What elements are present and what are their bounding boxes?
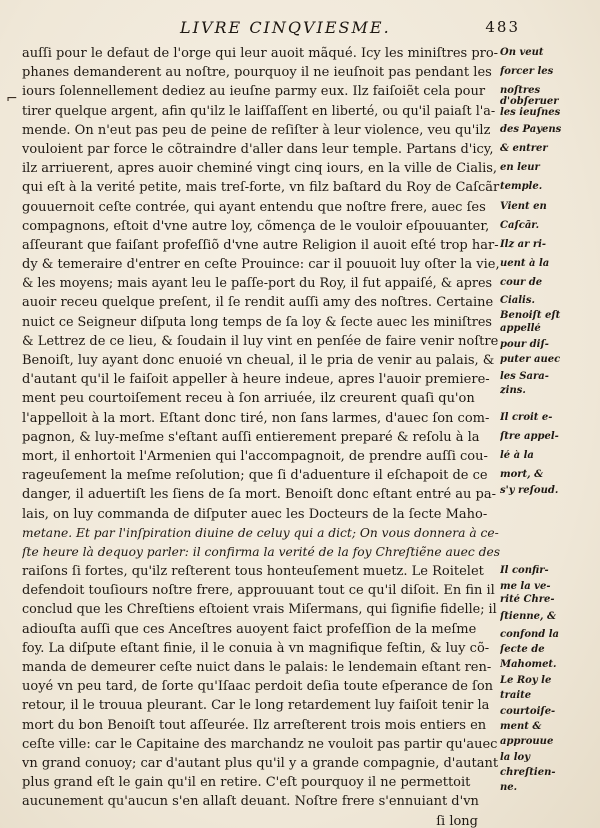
margin-mark-icon: ⌐ bbox=[6, 91, 18, 107]
text-line: ſte heure là dequoy parler: il confirma la verité de la foy Chreſtiẽne auec des bbox=[22, 544, 500, 559]
text-line: phanes demanderent au noſtre, pourquoy il ne ieuſnoit pas pendant les bbox=[22, 65, 492, 81]
text-line: plus grand eſt le gain qu'il en retire. C'eſt pourquoy il ne permettoit bbox=[22, 775, 471, 791]
text-line: pagnon, & luy-meſme s'eſtant auſſi entierement preparé & reſolu à la bbox=[22, 429, 480, 445]
text-line: dy & temeraire d'entrer en ceſte Prouince: car il pouuoit luy oſter la vie, bbox=[22, 257, 500, 273]
margin-note: On veut bbox=[500, 47, 544, 58]
margin-note: Le Roy le bbox=[500, 674, 552, 686]
margin-note: courtoiſe- bbox=[500, 705, 556, 717]
margin-notes bbox=[500, 44, 595, 794]
margin-note: pour diſ- bbox=[500, 338, 549, 350]
text-line: gouuernoit ceſte contrée, qui ayant entendu que noſtre frere, auec ſes bbox=[22, 199, 486, 215]
text-line: vouloient par force le cõtraindre d'aller dans leur temple. Partans d'icy, bbox=[22, 141, 494, 157]
text-line: l'appelloit à la mort. Eſtant donc tiré, non ſans larmes, d'auec ſon com- bbox=[22, 410, 490, 426]
margin-note: me la ve- bbox=[500, 580, 551, 592]
text-line: defendoit touſiours noſtre frere, approuuant tout ce qu'il diſoit. En fin il bbox=[22, 583, 495, 599]
text-line: ilz arriuerent, apres auoir cheminé vingt cinq iours, en la ville de Cialis, bbox=[22, 161, 498, 177]
text-line: Benoiſt, luy ayant donc enuoié vn cheual, il le pria de venir au palais, & bbox=[22, 353, 495, 368]
text-line: mort du bon Benoiſt tout aſſeurée. Ilz arreſterent trois mois entiers en bbox=[22, 717, 487, 733]
page-number: 483 bbox=[485, 18, 520, 36]
text-line: ſi long bbox=[436, 813, 478, 828]
margin-note: appellé bbox=[500, 323, 541, 335]
margin-note: Cialis. bbox=[500, 294, 535, 306]
margin-note: zins. bbox=[500, 384, 526, 396]
margin-note: & entrer bbox=[500, 143, 548, 154]
margin-note: mort, & bbox=[500, 469, 544, 481]
text-line: conclud que les Chreſtiens eſtoient vrais Miſermans, qui ſignifie fidelle; il bbox=[22, 602, 497, 618]
text-line: ceſte ville: car le Capitaine des marchandz ne vouloit pas partir qu'auec bbox=[22, 736, 498, 752]
margin-note: temple. bbox=[500, 181, 543, 193]
margin-note: traite bbox=[500, 690, 532, 702]
text-line: adiouſta auſſi que ces Anceſtres auoyent faict profeſſion de la meſme bbox=[22, 621, 477, 637]
margin-note: Ilz ar ri- bbox=[500, 239, 547, 250]
text-line: d'autant qu'il le faiſoit appeller à heure indeue, apres l'auoir premiere- bbox=[22, 372, 490, 388]
text-line: metane. Et par l'inſpiration diuine de celuy qui a dict; On vous donnera à ce- bbox=[22, 525, 499, 540]
margin-note: uent à la bbox=[500, 258, 550, 270]
text-line: lais, on luy commanda de diſputer auec les Docteurs de la ſecte Maho- bbox=[22, 506, 488, 522]
text-line: ment peu courtoiſement receu à ſon arriuée, ilz creurent quaſi qu'on bbox=[22, 391, 475, 407]
margin-note: approuue bbox=[500, 736, 554, 748]
margin-note: en leur bbox=[500, 162, 540, 174]
text-line: nuict ce Seigneur diſputa long temps de ſa loy & ſecte auec les miniſtres bbox=[22, 314, 492, 330]
margin-note: d'obſeruer bbox=[500, 95, 559, 107]
margin-note: lé à la bbox=[500, 450, 534, 462]
text-line: foy. La diſpute eſtant finie, il le conuia à vn magnifique feſtin, & luy cõ- bbox=[22, 640, 490, 656]
text-line: vn grand conuoy; car d'autant plus qu'il y a grande compagnie, d'autant bbox=[22, 755, 499, 771]
text-line: iours ſolennellement dediez au ieuſne parmy eux. Ilz faiſoiẽt cela pour bbox=[22, 84, 486, 100]
text-line: & les moyens; mais ayant leu le paſſe-port du Roy, il fut appaiſé, & apres bbox=[22, 276, 493, 292]
margin-note: Il croit e- bbox=[500, 411, 553, 423]
text-line: manda de demeurer ceſte nuict dans le palais: le lendemain eſtant ren- bbox=[22, 660, 492, 675]
text-line: tirer quelque argent, afin qu'ilz le laiſſaſſent en liberté, ou qu'il paiaſt l'a- bbox=[22, 103, 496, 119]
text-line: auſſi pour le defaut de l'orge qui leur auoit mãqué. Icy les miniſtres pro- bbox=[22, 46, 499, 61]
text-line: & Lettrez de ce lieu, & ſoudain il luy vint en penſée de faire venir noſtre bbox=[22, 333, 499, 349]
margin-note: forcer les bbox=[500, 66, 554, 78]
margin-note: Mahomet. bbox=[500, 659, 557, 671]
text-line: auoir receu quelque preſent, il ſe rendit auſſi amy des noſtres. Certaine bbox=[22, 295, 494, 311]
margin-note: des Payens bbox=[500, 123, 562, 135]
margin-note: Il confir- bbox=[500, 565, 549, 577]
margin-note: cour de bbox=[500, 277, 543, 289]
margin-note: noſtres bbox=[500, 85, 541, 97]
text-column bbox=[22, 44, 500, 828]
margin-note: confond la bbox=[500, 628, 560, 640]
margin-note: ſecte de bbox=[500, 644, 545, 656]
margin-note: rité Chre- bbox=[500, 594, 555, 606]
margin-note: la loy bbox=[500, 751, 531, 763]
text-line: aſſeurant que faiſant profeſſiõ d'vne autre Religion il auoit eſté trop har- bbox=[22, 237, 499, 253]
text-line: mort, il enhortoit l'Armenien qui l'accompagnoit, de prendre auſſi cou- bbox=[22, 448, 488, 464]
margin-note: Caſcãr. bbox=[500, 219, 540, 231]
page-header bbox=[180, 18, 520, 40]
margin-note: puter auec bbox=[500, 354, 561, 366]
margin-note: Benoiſt eſt bbox=[500, 310, 561, 322]
text-line: rageuſement la meſme reſolution; que ſi d'aduenture il eſchapoit de ce bbox=[22, 468, 488, 484]
text-line: mende. On n'eut pas peu de peine de reſiſter à leur violence, veu qu'ilz bbox=[22, 122, 491, 138]
text-line: danger, il aduertiſt les ſiens de ſa mort. Benoiſt donc eſtant entré au pa- bbox=[22, 487, 497, 503]
margin-note: ne. bbox=[500, 782, 518, 794]
margin-note: les Sara- bbox=[500, 371, 549, 383]
margin-note: ſtienne, & bbox=[500, 611, 556, 623]
margin-note: s'y reſoud. bbox=[500, 484, 559, 496]
text-line: uoyé vn peu tard, de ſorte qu'Iſaac perdoit deſia toute eſperance de ſon bbox=[22, 679, 494, 695]
margin-note: ſtre appel- bbox=[500, 431, 559, 442]
text-line: raiſons ſi fortes, qu'ilz reſterent tous honteuſement muetz. Le Roitelet bbox=[22, 564, 484, 580]
running-title: LIVRE CINQVIESME. bbox=[180, 18, 391, 37]
text-line: retour, il le trouua pleurant. Car le long retardement luy faiſoit tenir la bbox=[22, 698, 490, 714]
margin-note: ment & bbox=[500, 720, 542, 732]
text-line: qui eſt à la verité petite, mais treſ-forte, vn filz baſtard du Roy de Caſcãr bbox=[22, 180, 500, 196]
margin-note: Vient en bbox=[500, 200, 547, 212]
text-line: compagnons, eſtoit d'vne autre loy, cõmença de le vouloir eſpouuanter, bbox=[22, 218, 490, 234]
text-line: aucunement qu'aucun s'en allaſt deuant. Noſtre frere s'ennuiant d'vn bbox=[22, 794, 479, 810]
margin-note: les ieuſnes bbox=[500, 106, 561, 118]
margin-note: chreſtien- bbox=[500, 767, 556, 778]
